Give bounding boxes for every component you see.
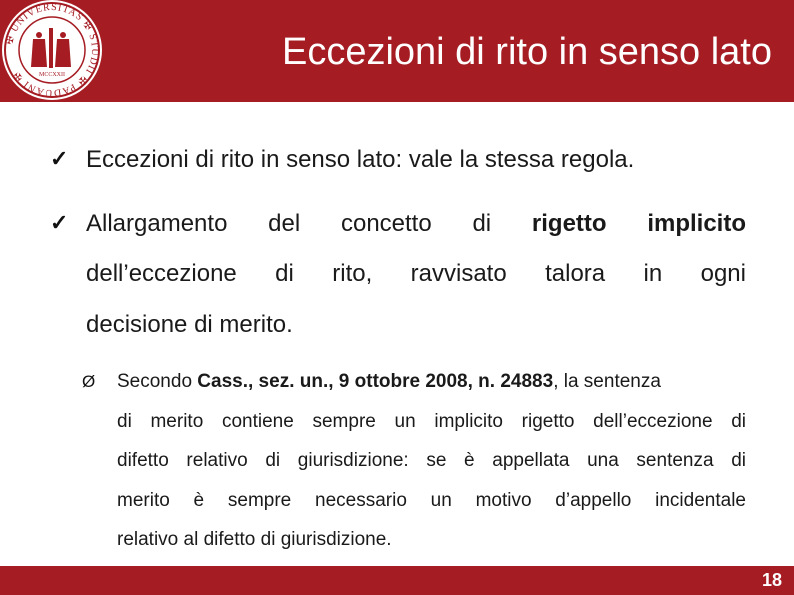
bullet-text-1: Eccezioni di rito in senso lato: vale la stessa regola. bbox=[86, 146, 635, 173]
bullet-text-2-emphasis: rigetto implicito bbox=[531, 210, 747, 237]
footer-bar bbox=[0, 566, 794, 595]
slide-title: Eccezioni di rito in senso lato bbox=[281, 31, 772, 73]
sub-bullet-part: , la sentenza bbox=[553, 371, 661, 392]
university-seal-logo bbox=[0, 0, 104, 104]
bullet-text-2-line-1 bbox=[86, 210, 746, 238]
sub-bullet-line-5: relativo al difetto di giurisdizione. bbox=[117, 529, 392, 550]
bullet-text-2-line-3: decisione di merito. bbox=[86, 311, 293, 338]
checkmark-icon: ✓ bbox=[50, 146, 69, 171]
bullet-text-2-part: Allargamento del concetto di bbox=[86, 210, 532, 237]
checkmark-icon: ✓ bbox=[50, 210, 69, 235]
sub-bullet-line-2: di merito contiene sempre un implicito rigetto dell’eccezione di bbox=[117, 411, 746, 432]
svg-text:MCCXXII: MCCXXII bbox=[38, 72, 66, 78]
sub-bullet-line-3: difetto relativo di giurisdizione: se è appellata una sentenza di bbox=[117, 450, 746, 471]
bullet-text-2-line-2: dell’eccezione di rito, ravvisato talora in ogni bbox=[86, 260, 746, 287]
case-citation: Cass., sez. un., 9 ottobre 2008, n. 24883 bbox=[197, 371, 554, 392]
header-bar bbox=[0, 0, 794, 102]
arrow-bullet-icon: Ø bbox=[82, 372, 96, 391]
sub-bullet-line-4: merito è sempre necessario un motivo d’appello incidentale bbox=[117, 490, 746, 511]
svg-text:✠ UNIVERSITAS ✠ STUDII ✠ PADUA: ✠ UNIVERSITAS ✠ STUDII ✠ PADUANI ✠ bbox=[4, 1, 101, 99]
page-number: 18 bbox=[761, 570, 782, 590]
sub-bullet-line-1 bbox=[117, 371, 661, 393]
sub-bullet-part: Secondo bbox=[117, 371, 198, 392]
